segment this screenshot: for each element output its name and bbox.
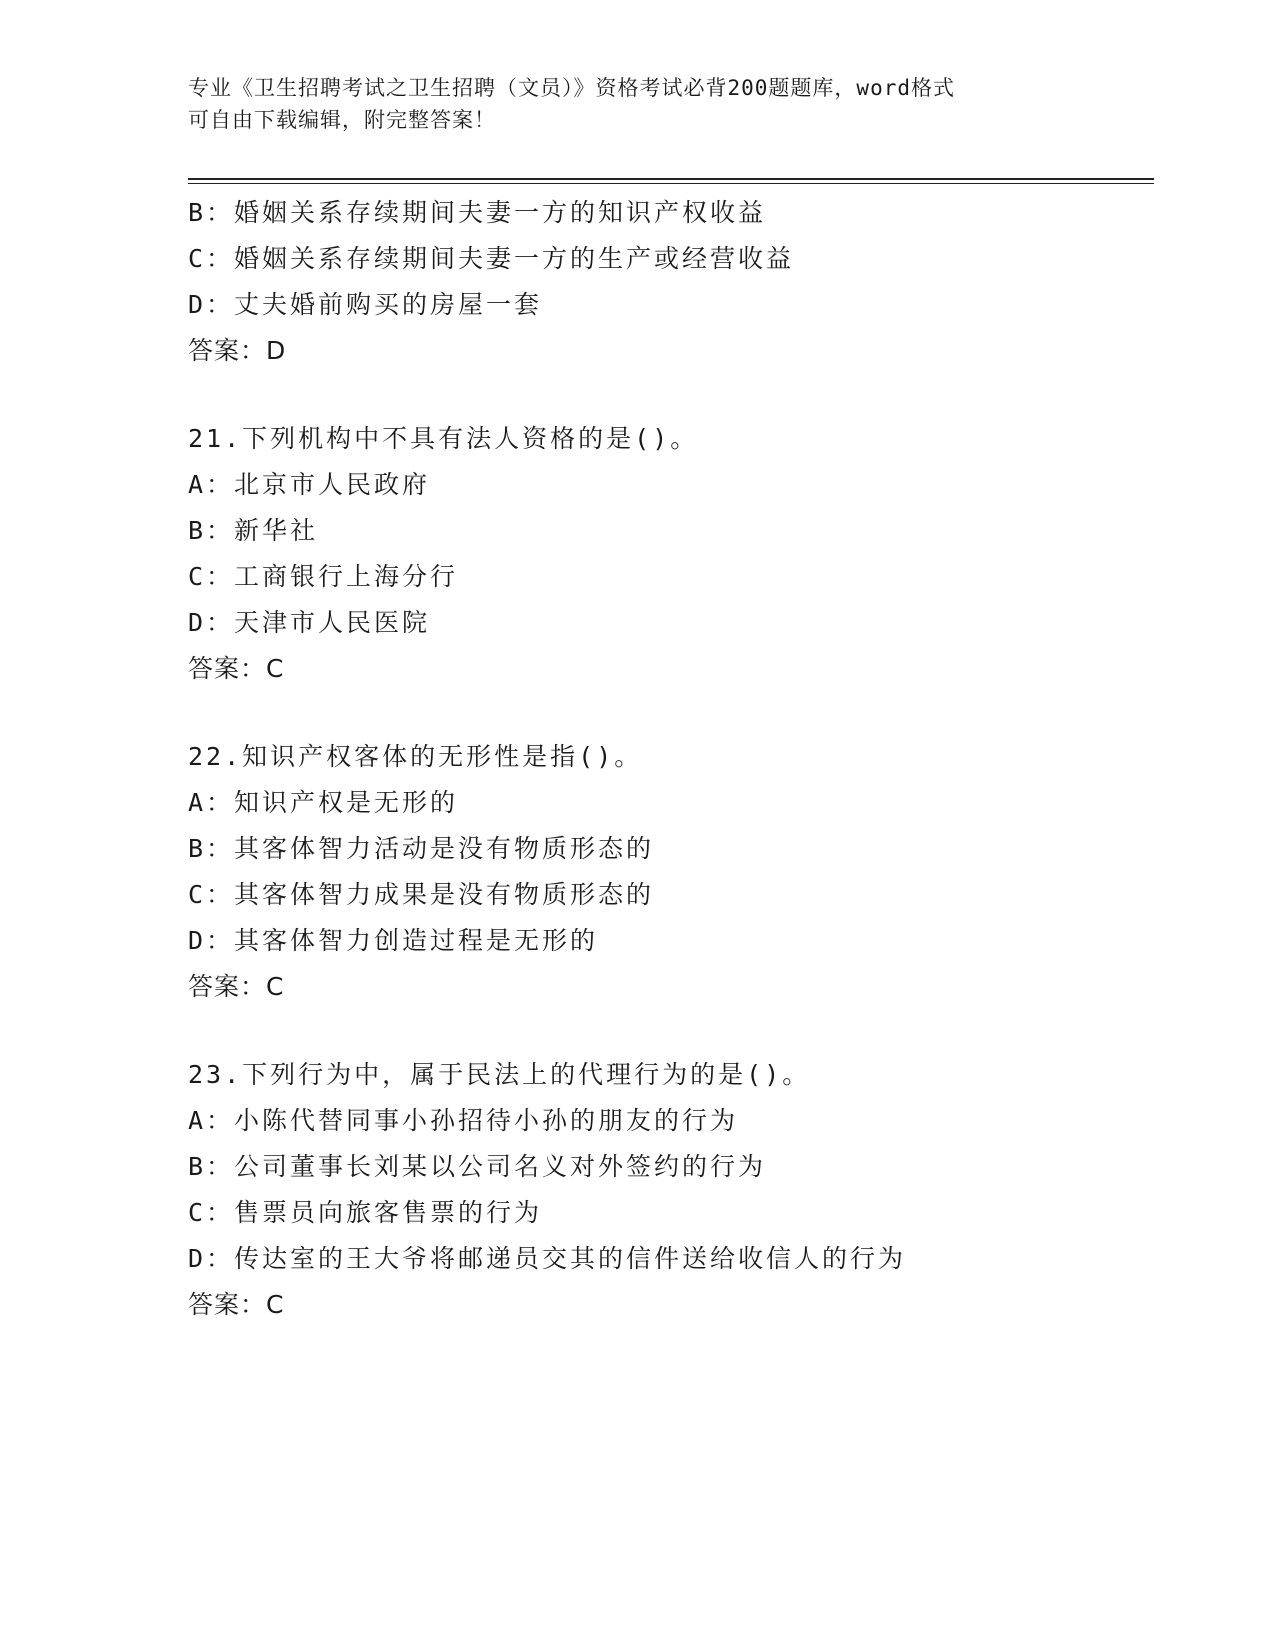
option-d: D：丈夫婚前购买的房屋一套: [188, 290, 543, 319]
option-a: A：知识产权是无形的: [188, 788, 459, 817]
answer-line: 答案：D: [188, 336, 287, 365]
option-b: B：新华社: [188, 516, 319, 545]
header-rule-thick: [188, 178, 1154, 180]
option-d: D：天津市人民医院: [188, 608, 431, 637]
option-c: C：其客体智力成果是没有物质形态的: [188, 880, 655, 909]
spacer: [188, 1010, 1148, 1052]
option-b: B：公司董事长刘某以公司名义对外签约的行为: [188, 1152, 767, 1181]
spacer: [188, 692, 1148, 734]
option-a: A：北京市人民政府: [188, 470, 431, 499]
question-content: [188, 190, 1148, 1328]
answer-line: 答案：C: [188, 1290, 285, 1319]
header-line-2: 可自由下载编辑，附完整答案！: [188, 108, 496, 132]
question-21-block: [188, 416, 1148, 692]
answer-line: 答案：C: [188, 654, 285, 683]
prev-question-block: [188, 190, 1148, 374]
question-stem: 23.下列行为中，属于民法上的代理行为的是()。: [188, 1060, 811, 1089]
answer-line: 答案：C: [188, 972, 285, 1001]
question-23-block: [188, 1052, 1148, 1328]
question-22-block: [188, 734, 1148, 1010]
header-rule-thin: [188, 183, 1154, 184]
option-d: D：传达室的王大爷将邮递员交其的信件送给收信人的行为: [188, 1244, 907, 1273]
question-stem: 21.下列机构中不具有法人资格的是()。: [188, 424, 699, 453]
option-b: B：婚姻关系存续期间夫妻一方的知识产权收益: [188, 198, 767, 227]
option-c: C：售票员向旅客售票的行为: [188, 1198, 543, 1227]
option-a: A：小陈代替同事小孙招待小孙的朋友的行为: [188, 1106, 739, 1135]
option-c: C：婚姻关系存续期间夫妻一方的生产或经营收益: [188, 244, 795, 273]
option-d: D：其客体智力创造过程是无形的: [188, 926, 599, 955]
header-line-1: 专业《卫生招聘考试之卫生招聘（文员）》资格考试必背200题题库，word格式: [188, 76, 955, 100]
option-c: C：工商银行上海分行: [188, 562, 459, 591]
spacer: [188, 374, 1148, 416]
document-header: [188, 72, 1088, 136]
question-stem: 22.知识产权客体的无形性是指()。: [188, 742, 643, 771]
option-b: B：其客体智力活动是没有物质形态的: [188, 834, 655, 863]
